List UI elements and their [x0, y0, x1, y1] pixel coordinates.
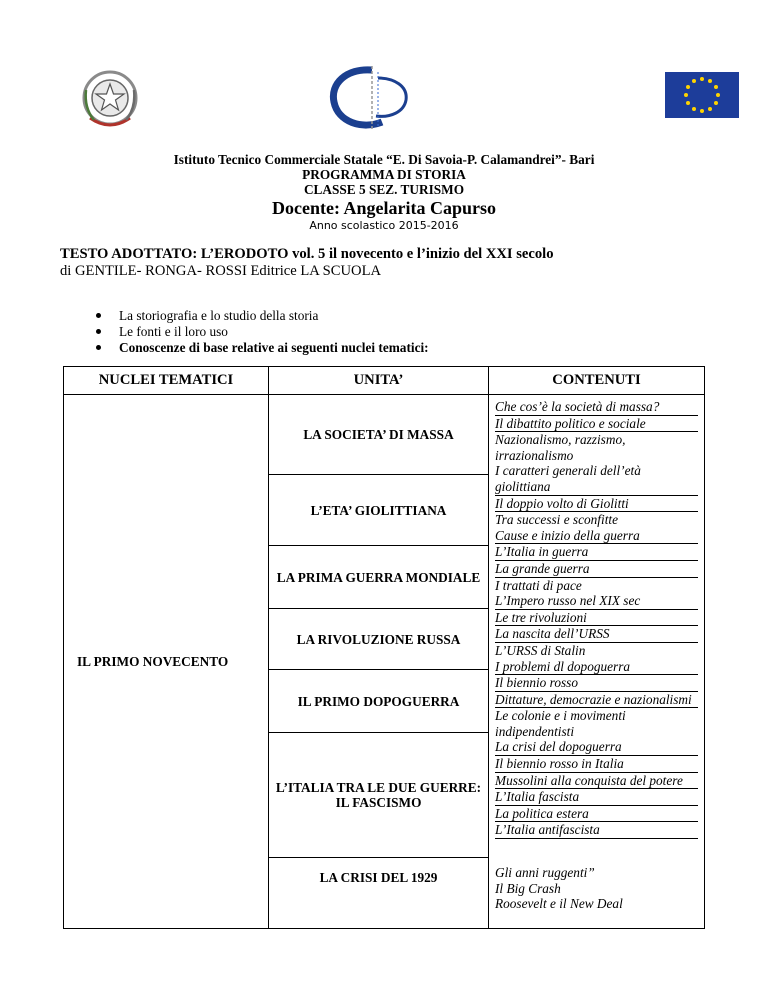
- contenuto-item: I trattati di pace: [495, 577, 582, 593]
- contenuto-item: Dittature, democrazie e nazionalismi: [495, 692, 698, 709]
- contenuto-item: Il Big Crash: [495, 880, 561, 896]
- unita-item: L’ETA’ GIOLITTIANA: [269, 475, 488, 546]
- contenuto-item: L’Italia fascista: [495, 789, 698, 806]
- intro-bullet-list: [96, 308, 429, 356]
- contenuto-item: Le tre rivoluzioni: [495, 610, 698, 627]
- contenuto-item: L’Italia antifascista: [495, 822, 698, 839]
- program-table: [63, 366, 705, 929]
- teacher-name: Docente: Angelarita Capurso: [272, 198, 496, 218]
- contenuto-item: La nascita dell’URSS: [495, 626, 698, 643]
- contenuto-item: L’Impero russo nel XIX sec: [495, 593, 698, 610]
- nucleo-tematico: IL PRIMO NOVECENTO: [64, 395, 269, 929]
- bullet-icon: [96, 329, 101, 334]
- contenuto-item: Il doppio volto di Giolitti: [495, 496, 698, 513]
- contenuto-item: Il biennio rosso in Italia: [495, 756, 698, 773]
- contenuto-item: I caratteri generali dell’età giolittiana: [495, 463, 698, 495]
- document-header: [0, 152, 768, 233]
- contenuto-item: Il biennio rosso: [495, 675, 698, 692]
- bullet-icon: [96, 313, 101, 318]
- list-item: La storiografia e lo studio della storia: [96, 308, 429, 324]
- header-contenuti: CONTENUTI: [489, 367, 705, 395]
- unita-item: IL PRIMO DOPOGUERRA: [269, 670, 488, 733]
- contenuto-item: L’Italia in guerra: [495, 544, 698, 561]
- contenuto-item: La politica estera: [495, 806, 698, 823]
- list-item: Conoscenze di base relative ai seguenti nuclei tematici:: [96, 340, 429, 356]
- header-nuclei: NUCLEI TEMATICI: [64, 367, 269, 395]
- contenuto-item: Che cos’è la società di massa?: [495, 399, 698, 416]
- textbook-title: TESTO ADOTTATO: L’ERODOTO vol. 5 il novecento e l’inizio del XXI secolo: [60, 246, 554, 262]
- contenuto-item: I problemi dl dopoguerra: [495, 659, 698, 676]
- contenuti-column: [489, 395, 705, 929]
- unita-column: [269, 395, 489, 929]
- unita-item: LA RIVOLUZIONE RUSSA: [269, 609, 488, 670]
- contenuto-item: Tra successi e sconfitte: [495, 512, 618, 528]
- header-unita: UNITA’: [269, 367, 489, 395]
- eu-flag-icon: [665, 72, 739, 118]
- contenuto-item: Nazionalismo, razzismo, irrazionalismo: [495, 432, 626, 463]
- contenuto-item: La crisi del dopoguerra: [495, 739, 698, 756]
- spacer: [495, 839, 698, 865]
- unita-item: L’ITALIA TRA LE DUE GUERRE: IL FASCISMO: [269, 733, 488, 858]
- school-year: Anno scolastico 2015-2016: [309, 219, 459, 232]
- italian-republic-emblem-icon: [80, 68, 140, 134]
- unita-item: LA PRIMA GUERRA MONDIALE: [269, 546, 488, 609]
- table-row: [64, 395, 705, 929]
- adopted-textbook: [60, 246, 554, 280]
- contenuto-item: Le colonie e i movimenti indipendentisti: [495, 708, 626, 739]
- contenuto-item: Roosevelt e il New Deal: [495, 896, 623, 912]
- contenuto-item: L’URSS di Stalin: [495, 642, 586, 658]
- list-item: Le fonti e il loro uso: [96, 324, 429, 340]
- contenuto-item: Cause e inizio della guerra: [495, 528, 698, 545]
- unita-item: LA CRISI DEL 1929: [319, 870, 438, 885]
- contenuto-item: Il dibattito politico e sociale: [495, 416, 698, 433]
- contenuto-item: Mussolini alla conquista del potere: [495, 773, 698, 790]
- class-label: CLASSE 5 SEZ. TURISMO: [303, 182, 465, 197]
- contenuto-item: Gli anni ruggenti”: [495, 865, 595, 881]
- unita-item: LA SOCIETA’ DI MASSA: [269, 395, 488, 475]
- textbook-authors: di GENTILE- RONGA- ROSSI Editrice LA SCUOLA: [60, 263, 382, 279]
- institute-name: Istituto Tecnico Commerciale Statale “E. Di Savoia-P. Calamandrei”- Bari: [173, 152, 595, 167]
- contenuto-item: La grande guerra: [495, 561, 698, 578]
- bullet-icon: [96, 345, 101, 350]
- table-header-row: [64, 367, 705, 395]
- program-title: PROGRAMMA DI STORIA: [302, 167, 466, 182]
- school-logo-icon: [326, 66, 416, 130]
